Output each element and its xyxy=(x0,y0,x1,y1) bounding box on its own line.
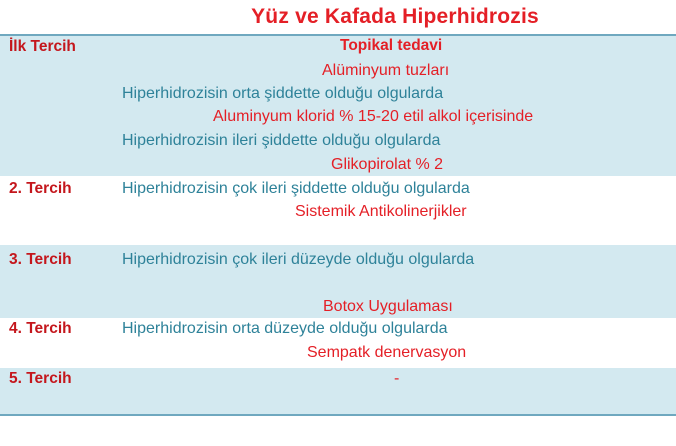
table-title: Yüz ve Kafada Hiperhidrozis xyxy=(251,5,539,28)
table-row-third-choice xyxy=(0,245,676,319)
row-label-third-choice: 3. Tercih xyxy=(9,251,72,268)
table-row-first-choice xyxy=(0,36,676,177)
row-line-aluminum-chloride: Aluminyum klorid % 15-20 etil alkol içerisinde xyxy=(213,108,534,125)
row-line-sympathetic-denervation: Sempatk denervasyon xyxy=(307,344,467,361)
table-row-second-choice xyxy=(0,177,676,245)
row-line-none: - xyxy=(394,370,400,387)
row-line-systemic-anticholinergics: Sistemik Antikolinerjikler xyxy=(295,203,467,220)
row-line-botox: Botox Uygulaması xyxy=(323,298,453,315)
title-row xyxy=(0,0,676,36)
row-line-very-advanced-cases: Hiperhidrozisin çok ileri düzeyde olduğu olgularda xyxy=(122,251,475,268)
row-label-fifth-choice: 5. Tercih xyxy=(9,370,72,387)
row-label-second-choice: 2. Tercih xyxy=(9,180,72,197)
row-line-aluminum-salts: Alüminyum tuzları xyxy=(322,62,450,79)
table-bottom-rule xyxy=(0,414,676,416)
row-line-moderate-level-cases: Hiperhidrozisin orta düzeyde olduğu olgularda xyxy=(122,320,448,337)
row-line-moderate-cases: Hiperhidrozisin orta şiddette olduğu olgularda xyxy=(122,85,444,102)
row-line-glycopyrrolate: Glikopirolat % 2 xyxy=(331,156,444,173)
row-label-first-choice: İlk Tercih xyxy=(9,38,76,55)
row-line-severe-cases: Hiperhidrozisin ileri şiddette olduğu olgularda xyxy=(122,132,441,149)
row-line-very-severe-cases: Hiperhidrozisin çok ileri şiddette olduğu olgularda xyxy=(122,180,470,197)
table-row-fifth-choice xyxy=(0,368,676,414)
row-line-topical-heading: Topikal tedavi xyxy=(340,37,443,54)
table-row-fourth-choice xyxy=(0,319,676,368)
row-label-fourth-choice: 4. Tercih xyxy=(9,320,72,337)
